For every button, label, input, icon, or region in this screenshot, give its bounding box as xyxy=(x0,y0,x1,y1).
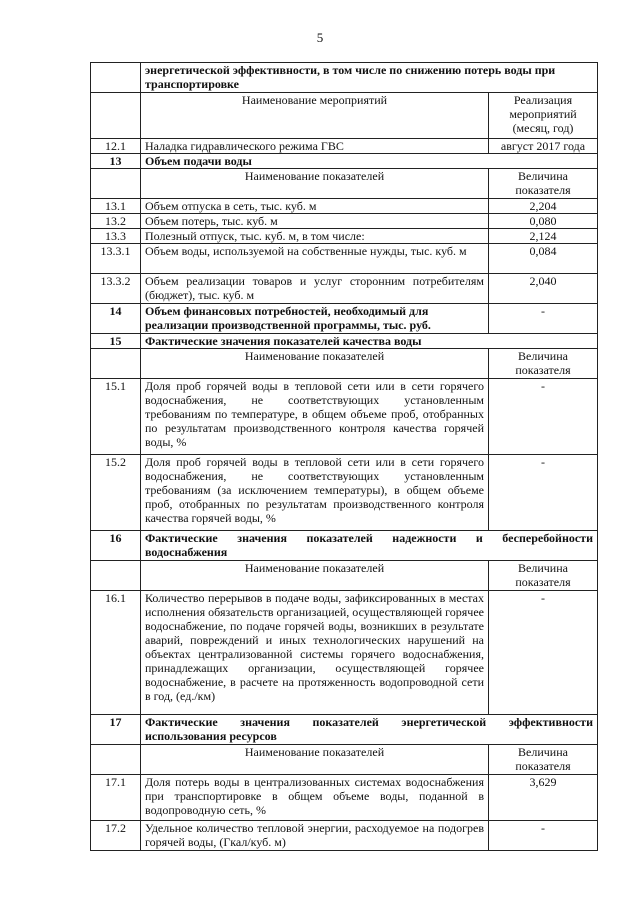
row-number: 13.2 xyxy=(91,214,141,229)
indicators-table xyxy=(90,62,598,851)
row-number: 17.2 xyxy=(91,821,141,851)
row-text: Доля потерь воды в централизованных системах водоснабжения при транспортировке в общем объеме воды, поданной в водопроводную сеть, % xyxy=(141,775,489,821)
section-number: 13 xyxy=(91,154,141,169)
continuation-title: энергетической эффективности, в том числе по снижению потерь воды при транспортировке xyxy=(141,63,598,93)
section-title: Объем финансовых потребностей, необходимый для реализации производственной программы, тыс. руб. xyxy=(141,304,489,334)
section-title: Объем подачи воды xyxy=(141,154,598,169)
indicators-header-row xyxy=(91,169,598,199)
row-value: 0,080 xyxy=(489,214,598,229)
row-text: Объем потерь, тыс. куб. м xyxy=(141,214,489,229)
header-indicators-name: Наименование показателей xyxy=(141,745,489,775)
measures-header-row xyxy=(91,93,598,139)
row-text: Объем реализации товаров и услуг сторонним потребителям (бюджет), тыс. куб. м xyxy=(141,274,489,304)
section-number: 15 xyxy=(91,334,141,349)
header-indicators-name: Наименование показателей xyxy=(141,349,489,379)
section-title: Фактические значения показателей энергетической эффективности использования ресурсов xyxy=(141,715,598,745)
row-value: 3,629 xyxy=(489,775,598,821)
row-number: 15.1 xyxy=(91,379,141,455)
row-text: Доля проб горячей воды в тепловой сети или в сети горячего водоснабжения, не соответствующих установленным требованиям (за исключением температуры), в общем объеме проб, отобранных по результатам производственного контроля качества горячей воды, % xyxy=(141,455,489,531)
row-text: Объем отпуска в сеть, тыс. куб. м xyxy=(141,199,489,214)
header-indicators-name: Наименование показателей xyxy=(141,561,489,591)
table-row xyxy=(91,229,598,244)
section-row xyxy=(91,531,598,561)
row-text: Удельное количество тепловой энергии, расходуемое на подогрев горячей воды, (Гкал/куб. м) xyxy=(141,821,489,851)
table-row xyxy=(91,274,598,304)
header-measures-value: Реализация мероприятий (месяц, год) xyxy=(489,93,598,139)
section-number: 14 xyxy=(91,304,141,334)
header-indicators-name: Наименование показателей xyxy=(141,169,489,199)
section-value: - xyxy=(489,304,598,334)
section-number: 16 xyxy=(91,531,141,561)
indicators-header-row xyxy=(91,745,598,775)
indicators-header-row xyxy=(91,561,598,591)
section-row xyxy=(91,154,598,169)
section-title: Фактические значения показателей надежности и бесперебойности водоснабжения xyxy=(141,531,598,561)
row-value: 2,204 xyxy=(489,199,598,214)
row-text: Количество перерывов в подаче воды, зафиксированных в местах исполнения обязательств организацией, осуществляющей горячее водоснабжение, по подаче горячей воды, возникших в результате аварий, повреждений и иных технологических нарушений на объектах централизованной системы горячего водоснабжения, принадлежащих организации, осуществляющей горячее водоснабжение, в расчете на протяженность водопроводной сети в год, (ед./км) xyxy=(141,591,489,715)
row-text: Наладка гидравлического режима ГВС xyxy=(141,139,489,154)
row-number: 13.1 xyxy=(91,199,141,214)
table-row xyxy=(91,821,598,851)
continuation-row xyxy=(91,63,598,93)
row-value: - xyxy=(489,379,598,455)
table-row xyxy=(91,139,598,154)
table-row xyxy=(91,244,598,274)
row-value: 2,124 xyxy=(489,229,598,244)
row-text: Полезный отпуск, тыс. куб. м, в том числе: xyxy=(141,229,489,244)
row-text: Доля проб горячей воды в тепловой сети или в сети горячего водоснабжения, не соответствующих установленным требованиям по температуре, в общем объеме проб, отобранных по результатам производственного контроля качества горячей воды, % xyxy=(141,379,489,455)
table-row xyxy=(91,199,598,214)
continuation-num-cell xyxy=(91,63,141,93)
table-row xyxy=(91,591,598,715)
section-row xyxy=(91,715,598,745)
row-value: 2,040 xyxy=(489,274,598,304)
section-row xyxy=(91,334,598,349)
row-value: - xyxy=(489,821,598,851)
table-row xyxy=(91,775,598,821)
row-number: 16.1 xyxy=(91,591,141,715)
row-number: 17.1 xyxy=(91,775,141,821)
header-indicators-value: Величина показателя xyxy=(489,169,598,199)
header-indicators-value: Величина показателя xyxy=(489,745,598,775)
section-number: 17 xyxy=(91,715,141,745)
page-number: 5 xyxy=(316,30,324,45)
table-row xyxy=(91,455,598,531)
section-row xyxy=(91,304,598,334)
indicators-header-row xyxy=(91,349,598,379)
row-value: август 2017 года xyxy=(489,139,598,154)
row-value: - xyxy=(489,455,598,531)
row-number: 15.2 xyxy=(91,455,141,531)
row-text: Объем воды, используемой на собственные нужды, тыс. куб. м xyxy=(141,244,489,274)
row-number: 13.3 xyxy=(91,229,141,244)
section-title: Фактические значения показателей качества воды xyxy=(141,334,598,349)
table-row xyxy=(91,379,598,455)
header-indicators-value: Величина показателя xyxy=(489,561,598,591)
header-measures-name: Наименование мероприятий xyxy=(141,93,489,139)
row-value: - xyxy=(489,591,598,715)
row-number: 13.3.2 xyxy=(91,274,141,304)
header-indicators-value: Величина показателя xyxy=(489,349,598,379)
row-number: 12.1 xyxy=(91,139,141,154)
row-value: 0,084 xyxy=(489,244,598,274)
row-number: 13.3.1 xyxy=(91,244,141,274)
table-row xyxy=(91,214,598,229)
